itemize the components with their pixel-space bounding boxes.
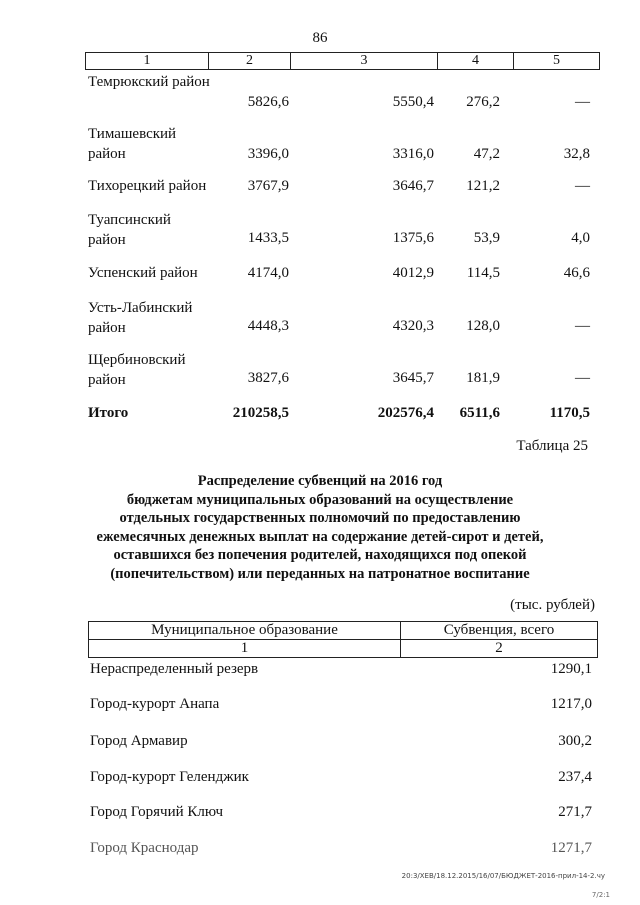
row-col5: 4,0 (571, 230, 590, 246)
row-col4: 114,5 (466, 265, 500, 281)
title-line: ежемесячных денежных выплат на содержание детей-сирот и детей, (96, 528, 544, 545)
row-value: 237,4 (558, 769, 592, 785)
table1-header-col1: 1 (86, 53, 209, 69)
row-col3: 5550,4 (392, 94, 434, 110)
row-col4: 128,0 (466, 318, 500, 334)
total-col2: 210258,5 (232, 405, 289, 421)
row-name: Щербиновский район (88, 352, 186, 388)
title-line: (попечительством) или переданных на патронатное воспитание (110, 565, 530, 582)
row-col2: 5826,6 (247, 94, 289, 110)
row-col2: 3396,0 (247, 146, 289, 162)
row-name: Туапсинский район (88, 212, 171, 248)
total-col4: 6511,6 (459, 405, 500, 421)
table2-header (88, 621, 598, 658)
row-col3: 1375,6 (392, 230, 434, 246)
row-col4: 121,2 (466, 178, 500, 194)
row-name: Нераспределенный резерв (90, 661, 259, 677)
row-col2: 1433,5 (247, 230, 289, 246)
row-col2: 3767,9 (247, 178, 289, 194)
title-line: отдельных государственных полномочий по предоставлению (119, 510, 521, 526)
row-col3: 4012,9 (392, 265, 434, 281)
row-name: Тихорецкий район (88, 178, 207, 194)
row-name: Усть-Лабинский район (88, 300, 193, 336)
row-name: Темрюкский район (88, 74, 210, 90)
units-label: (тыс. рублей) (510, 597, 595, 613)
row-name: Город-курорт Геленджик (90, 769, 249, 785)
title-line: Распределение субвенций на 2016 год (197, 473, 443, 489)
table-caption: Таблица 25 (516, 438, 588, 454)
title-line: оставшихся без попечения родителей, находящихся под опекой (113, 547, 527, 563)
table1-header-col4: 4 (438, 53, 514, 69)
total-label: Итого (88, 405, 129, 421)
row-name: Город Армавир (90, 733, 188, 749)
row-col3: 4320,3 (392, 318, 434, 334)
row-col2: 3827,6 (247, 370, 289, 386)
row-name: Успенский район (88, 265, 198, 281)
row-col5: 32,8 (563, 146, 590, 162)
row-col3: 3646,7 (392, 178, 434, 194)
row-col2: 4174,0 (247, 265, 289, 281)
row-col4: 47,2 (473, 146, 500, 162)
page-number: 86 (312, 30, 328, 46)
table-title (95, 472, 545, 583)
table1-header-col2: 2 (209, 53, 291, 69)
row-name: Город Горячий Ключ (90, 804, 224, 820)
table1-header-col5: 5 (553, 53, 560, 68)
row-value: 300,2 (558, 733, 592, 749)
row-col4: 181,9 (466, 370, 500, 386)
row-col5: — (575, 318, 590, 334)
table1-header (85, 52, 600, 70)
document-code: 20:3/ХЕВ/18.12.2015/16/07/БЮДЖЕТ-2016-прил-14-2.чу (401, 872, 605, 880)
title-line: бюджетам муниципальных образований на осуществление (126, 491, 514, 508)
total-col3: 202576,4 (377, 405, 434, 421)
document-code-tail: 7/2:1 (591, 891, 610, 899)
row-col2: 4448,3 (247, 318, 289, 334)
total-col5: 1170,5 (549, 405, 590, 421)
row-col3: 3316,0 (392, 146, 434, 162)
row-value: 271,7 (558, 804, 592, 820)
row-value: 1271,7 (550, 840, 592, 856)
row-col4: 276,2 (466, 94, 500, 110)
table1-header-col3: 3 (291, 53, 438, 69)
row-value: 1290,1 (550, 661, 592, 677)
header-subvention: Субвенция, всего (443, 622, 555, 638)
row-name: Город Краснодар (90, 840, 199, 856)
row-name: Тимашевский район (88, 126, 177, 162)
row-col3: 3645,7 (392, 370, 434, 386)
row-col5: — (575, 178, 590, 194)
row-col5: 46,6 (563, 265, 590, 281)
header-municipality: Муниципальное образование (89, 622, 401, 639)
row-col5: — (575, 94, 590, 110)
row-value: 1217,0 (550, 696, 592, 712)
header-num-2: 2 (495, 640, 503, 656)
row-name: Город-курорт Анапа (90, 696, 220, 712)
row-col5: — (575, 370, 590, 386)
header-num-1: 1 (89, 640, 401, 657)
row-col4: 53,9 (473, 230, 500, 246)
